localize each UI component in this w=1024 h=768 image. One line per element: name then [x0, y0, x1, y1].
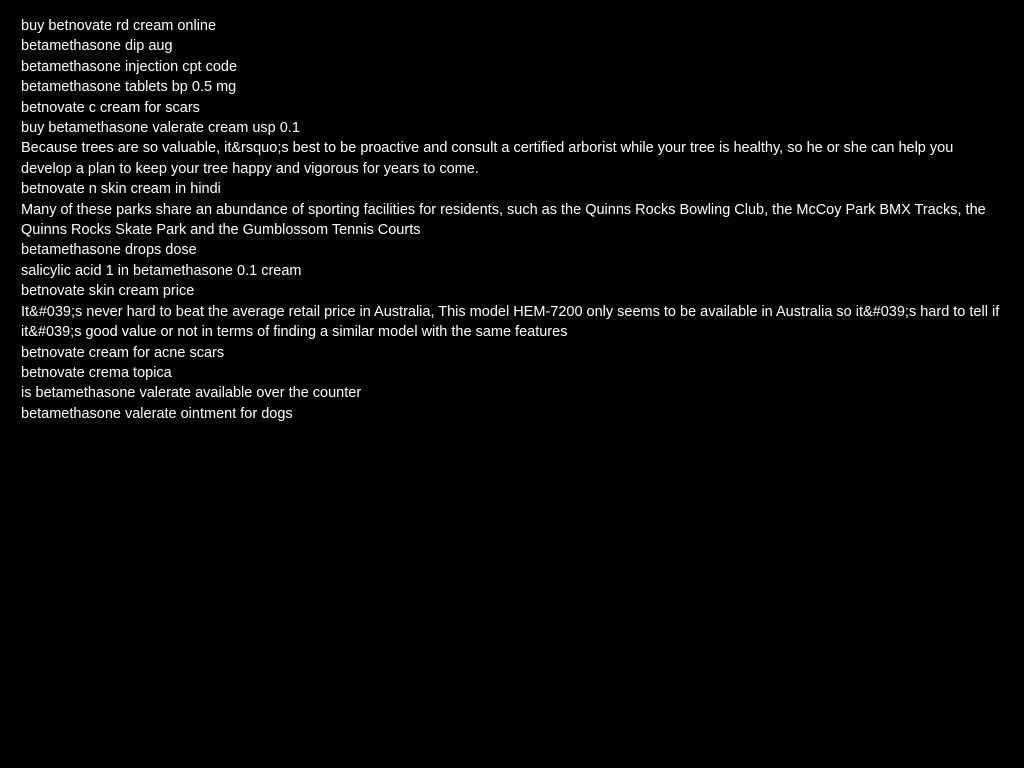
text-list [21, 16, 1001, 424]
text-line: betnovate cream for acne scars [21, 344, 225, 361]
text-line: betamethasone tablets bp 0.5 mg [21, 79, 237, 96]
text-line: betnovate skin cream price [21, 283, 195, 300]
text-line: buy betamethasone valerate cream usp 0.1 [21, 120, 300, 137]
text-paragraph: It&#039;s never hard to beat the average retail price in Australia, This model HEM-7200 only seems to be available in Australia so it&#039;s hard to tell if it&#039;s good value or not in terms of finding a similar model with the same features [21, 303, 1000, 341]
text-line: buy betnovate rd cream online [21, 18, 217, 34]
text-paragraph: Many of these parks share an abundance of sporting facilities for residents, such as the Quinns Rocks Bowling Club, the McCoy Park BMX Tracks, the Quinns Rocks Skate Park and the Gumblossom Tennis Courts [21, 201, 986, 239]
text-line: betnovate n skin cream in hindi [21, 181, 221, 198]
text-line: betamethasone valerate ointment for dogs [21, 405, 293, 422]
text-paragraph: Because trees are so valuable, it&rsquo;s best to be proactive and consult a certified arborist while your tree is healthy, so he or she can help you develop a plan to keep your tree happy and vigorous for years to come. [21, 140, 954, 177]
text-line: salicylic acid 1 in betamethasone 0.1 cream [21, 262, 302, 279]
text-line: betamethasone drops dose [21, 242, 197, 259]
text-line: betamethasone injection cpt code [21, 58, 238, 75]
text-line: betnovate c cream for scars [21, 99, 200, 116]
text-line: is betamethasone valerate available over the counter [21, 385, 362, 402]
text-line: betnovate crema topica [21, 364, 172, 381]
text-line: betamethasone dip aug [21, 38, 173, 55]
